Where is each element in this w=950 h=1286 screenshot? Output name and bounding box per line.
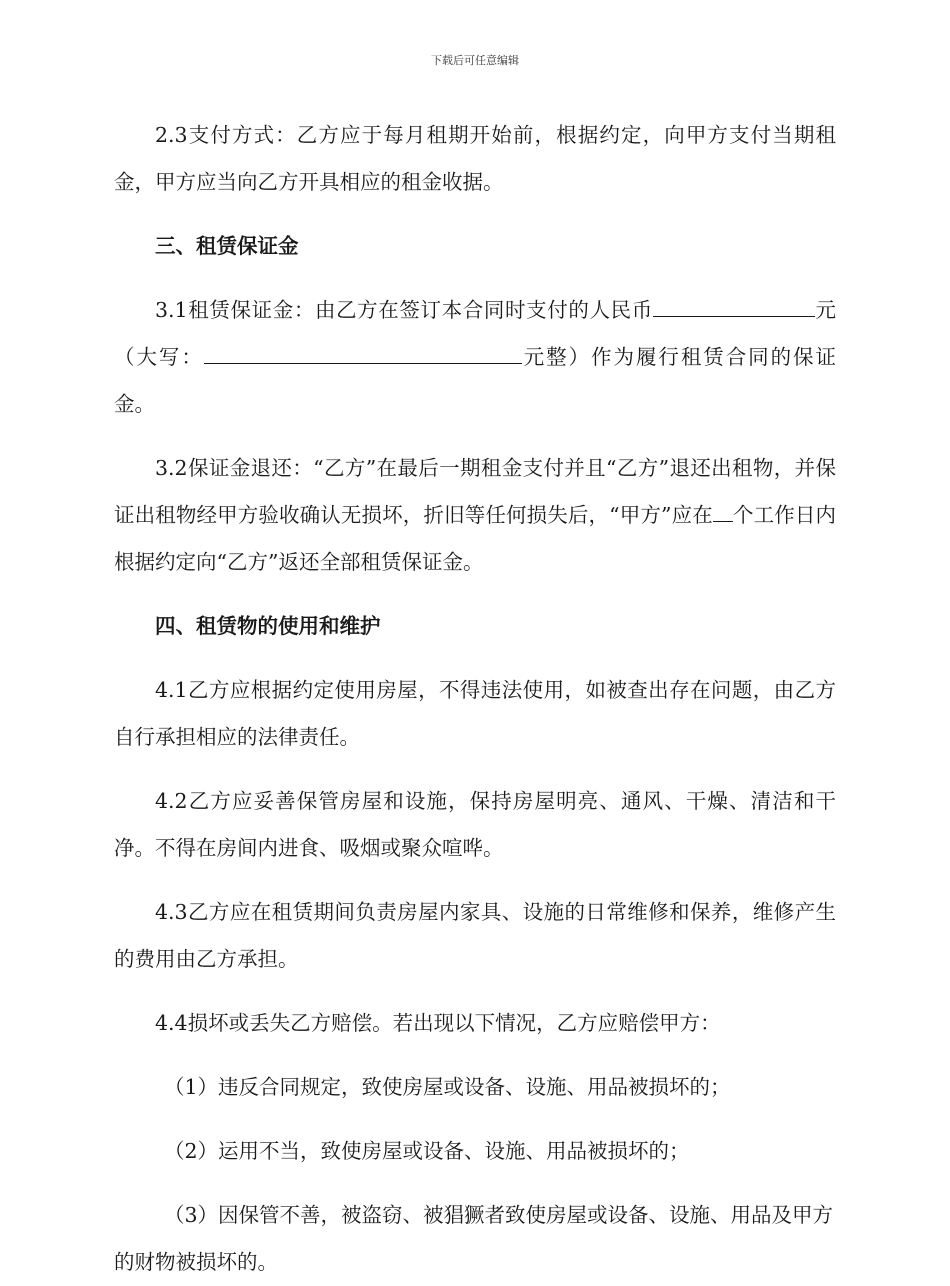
document-body: [114, 112, 836, 1286]
clause-3-2-text-b: 个工作日内根据约定向“乙方”返还全部租赁保证金。: [114, 503, 836, 574]
clause-3-1-text-c: 元整）作为履行租赁合同的保证金。: [114, 345, 837, 416]
list-item: （1）违反合同规定，致使房屋或设备、设施、用品被损坏的；: [164, 1075, 731, 1099]
clause-4-3: 4.3乙方应在租赁期间负责房屋内家具、设施的日常维修和保养，维修产生的费用由乙方承担。: [114, 900, 836, 971]
clause-4-1: 4.1乙方应根据约定使用房屋，不得违法使用，如被查出存在问题，由乙方自行承担相应的法律责任。: [114, 678, 836, 749]
clause-3-2-text-a: 3.2保证金退还：“乙方”在最后一期租金支付并且“乙方”退还出租物，并保证出租物经甲方验收确认无损坏，折旧等任何损失后，“甲方”应在: [114, 456, 836, 527]
clause-4-2: 4.2乙方应妥善保管房屋和设施，保持房屋明亮、通风、干燥、清洁和干净。不得在房间内进食、吸烟或聚众喧哗。: [114, 789, 836, 860]
clause-4-4: 4.4损坏或丢失乙方赔偿。若出现以下情况，乙方应赔偿甲方：: [155, 1011, 721, 1035]
clause-3-1-text-b: 元（大写：: [114, 298, 836, 369]
heading-section-3: 三、租赁保证金: [155, 234, 299, 258]
amount-blank: [653, 294, 815, 317]
amount-words-blank: [204, 341, 522, 364]
clause-3-2: [114, 445, 836, 586]
page-header: 下载后可任意编辑: [431, 54, 519, 67]
days-blank: [713, 499, 733, 522]
list-item: （2）运用不当，致使房屋或设备、设施、用品被损坏的；: [164, 1139, 690, 1163]
clause-3-1-text-a: 3.1租赁保证金：由乙方在签订本合同时支付的人民币: [155, 298, 653, 322]
list-item: （3）因保管不善，被盗窃、被猖獗者致使房屋或设备、设施、用品及甲方的财物被损坏的。: [114, 1203, 834, 1274]
clause-3-1: [114, 287, 836, 428]
heading-section-4: 四、租赁物的使用和维护: [155, 614, 381, 638]
clause-2-3: 2.3支付方式：乙方应于每月租期开始前，根据约定，向甲方支付当期租金，甲方应当向乙方开具相应的租金收据。: [114, 123, 836, 194]
